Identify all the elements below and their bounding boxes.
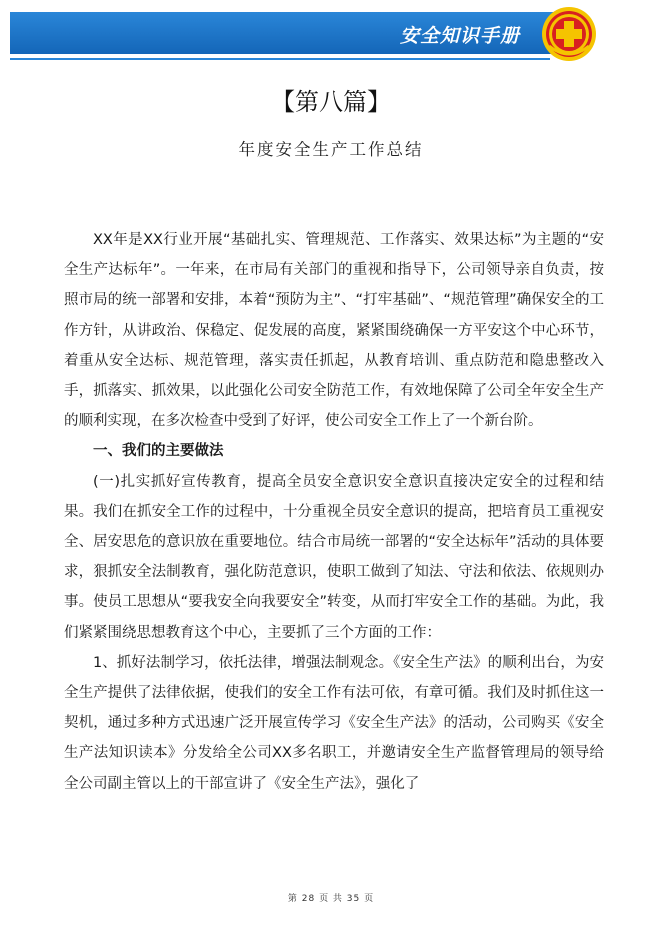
header-band xyxy=(10,12,590,54)
intro-paragraph: XX年是XX行业开展“基础扎实、管理规范、工作落实、效果达标”为主题的“安全生产达标年”。一年来，在市局有关部门的重视和指导下，公司领导亲自负责，按照市局的统一部署和安排，本着“预防为主”、“打牢基础”、“规范管理”确保安全的工作方针，从讲政治、保稳定、促发展的高度，紧紧围绕确保一方平安这个中心环节，着重从安全达标、规范管理，落实责任抓起，从教育培训、重点防范和隐患整改入手，抓落实、抓效果，以此强化公司安全防范工作，有效地保障了公司全年安全生产的顺利实现，在多次检查中受到了好评，使公司安全工作上了一个新台阶。 xyxy=(64,232,604,430)
document-body xyxy=(64,225,604,799)
document-subtitle: 年度安全生产工作总结 xyxy=(238,140,424,159)
handbook-title: 安全知识手册 xyxy=(399,25,520,47)
item-one-paragraph: 1、抓好法制学习，依托法律，增强法制观念。《安全生产法》的顺利出台，为安全生产提供了法律依据，使我们的安全工作有法可依，有章可循。我们及时抓住这一契机，通过多种方式迅速广泛开展宣传学习《安全生产法》的活动，公司购买《安全生产法知识读本》分发给全公司XX多名职工，并邀请安全生产监督管理局的领导给全公司副主管以上的干部宣讲了《安全生产法》，强化了 xyxy=(64,654,604,792)
header-divider xyxy=(10,58,550,60)
page-number: 第 28 页 共 35 页 xyxy=(287,894,375,904)
section-one-paragraph: (一)扎实抓好宣传教育，提高全员安全意识安全意识直接决定安全的过程和结果。我们在抓安全工作的过程中，十分重视全员安全意识的提高，把培育员工重视安全、居安思危的意识放在重要地位。结合市局统一部署的“安全达标年”活动的具体要求，狠抓安全法制教育，强化防范意识，使职工做到了知法、守法和依法、依规则办事。使员工思想从“要我安全向我要安全”转变，从而打牢安全工作的基础。为此，我们紧紧围绕思想教育这个中心，主要抓了三个方面的工作： xyxy=(64,473,604,641)
chapter-title: 【第八篇】 xyxy=(271,88,391,116)
section-heading: 一、我们的主要做法 xyxy=(93,443,224,460)
safety-cross-emblem-icon xyxy=(541,6,597,62)
